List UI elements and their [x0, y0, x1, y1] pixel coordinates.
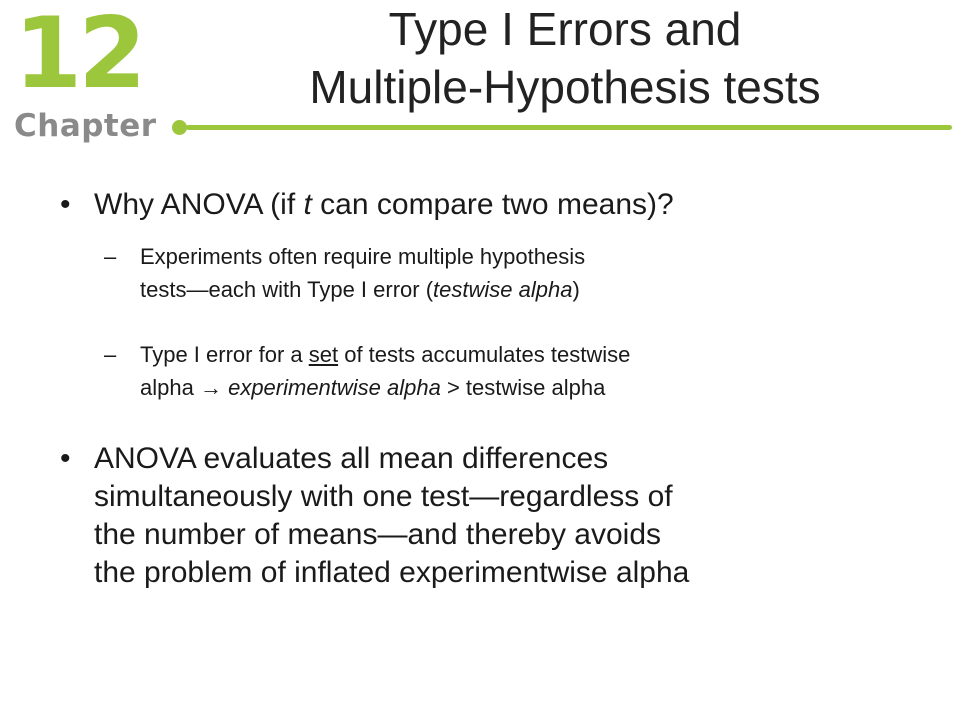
subbullet-text-part: > testwise alpha [440, 375, 606, 400]
bullet-line: ANOVA evaluates all mean differences [94, 442, 609, 475]
subbullet-text [140, 240, 884, 306]
right-arrow-icon: → [199, 375, 222, 400]
bullet-text [94, 440, 880, 592]
bullet-text-part: Why ANOVA (if [94, 188, 304, 221]
bullet-marker: • [60, 442, 71, 475]
subbullet-text-underlined: set [308, 342, 339, 367]
chapter-number: 12 [14, 0, 143, 111]
dash-marker: – [104, 244, 117, 269]
bullet-marker: • [60, 188, 71, 221]
slide-title-line-2: Multiple-Hypothesis tests [309, 61, 821, 113]
subbullet-text-part: of tests accumulates testwise [338, 342, 631, 367]
subbullet-line [140, 338, 884, 371]
subbullet-text-part: tests—each with Type I error ( [140, 277, 434, 302]
bullet-anova-evaluates [60, 440, 880, 592]
subbullet-line: Experiments often require multiple hypothesis [140, 244, 586, 269]
dash-marker: – [104, 342, 117, 367]
subbullet-text [140, 338, 884, 404]
bullet-line: simultaneously with one test—regardless of [94, 480, 673, 513]
subbullet-text-part: ) [572, 277, 580, 302]
subbullet-text-italic: testwise alpha [433, 277, 573, 302]
subbullet-type-i-error [104, 338, 884, 404]
bullet-why-anova [60, 186, 880, 224]
subbullet-experiments [104, 240, 884, 306]
bullet-line: the number of means—and thereby avoids [94, 518, 661, 551]
slide-title-line-1: Type I Errors and [388, 3, 742, 55]
subbullet-text-italic: experimentwise alpha [228, 375, 441, 400]
chapter-word: Chapter [14, 108, 157, 144]
subbullet-line [140, 273, 884, 306]
subbullet-text-part: Type I error for a [140, 342, 309, 367]
bullet-text [94, 186, 880, 224]
bullet-text-part: can compare two means)? [311, 188, 674, 221]
subbullet-line [140, 371, 884, 404]
bullet-line: the problem of inflated experimentwise alpha [94, 556, 690, 589]
subbullet-text-part: alpha [140, 375, 200, 400]
bullet-text-italic: t [303, 188, 312, 221]
